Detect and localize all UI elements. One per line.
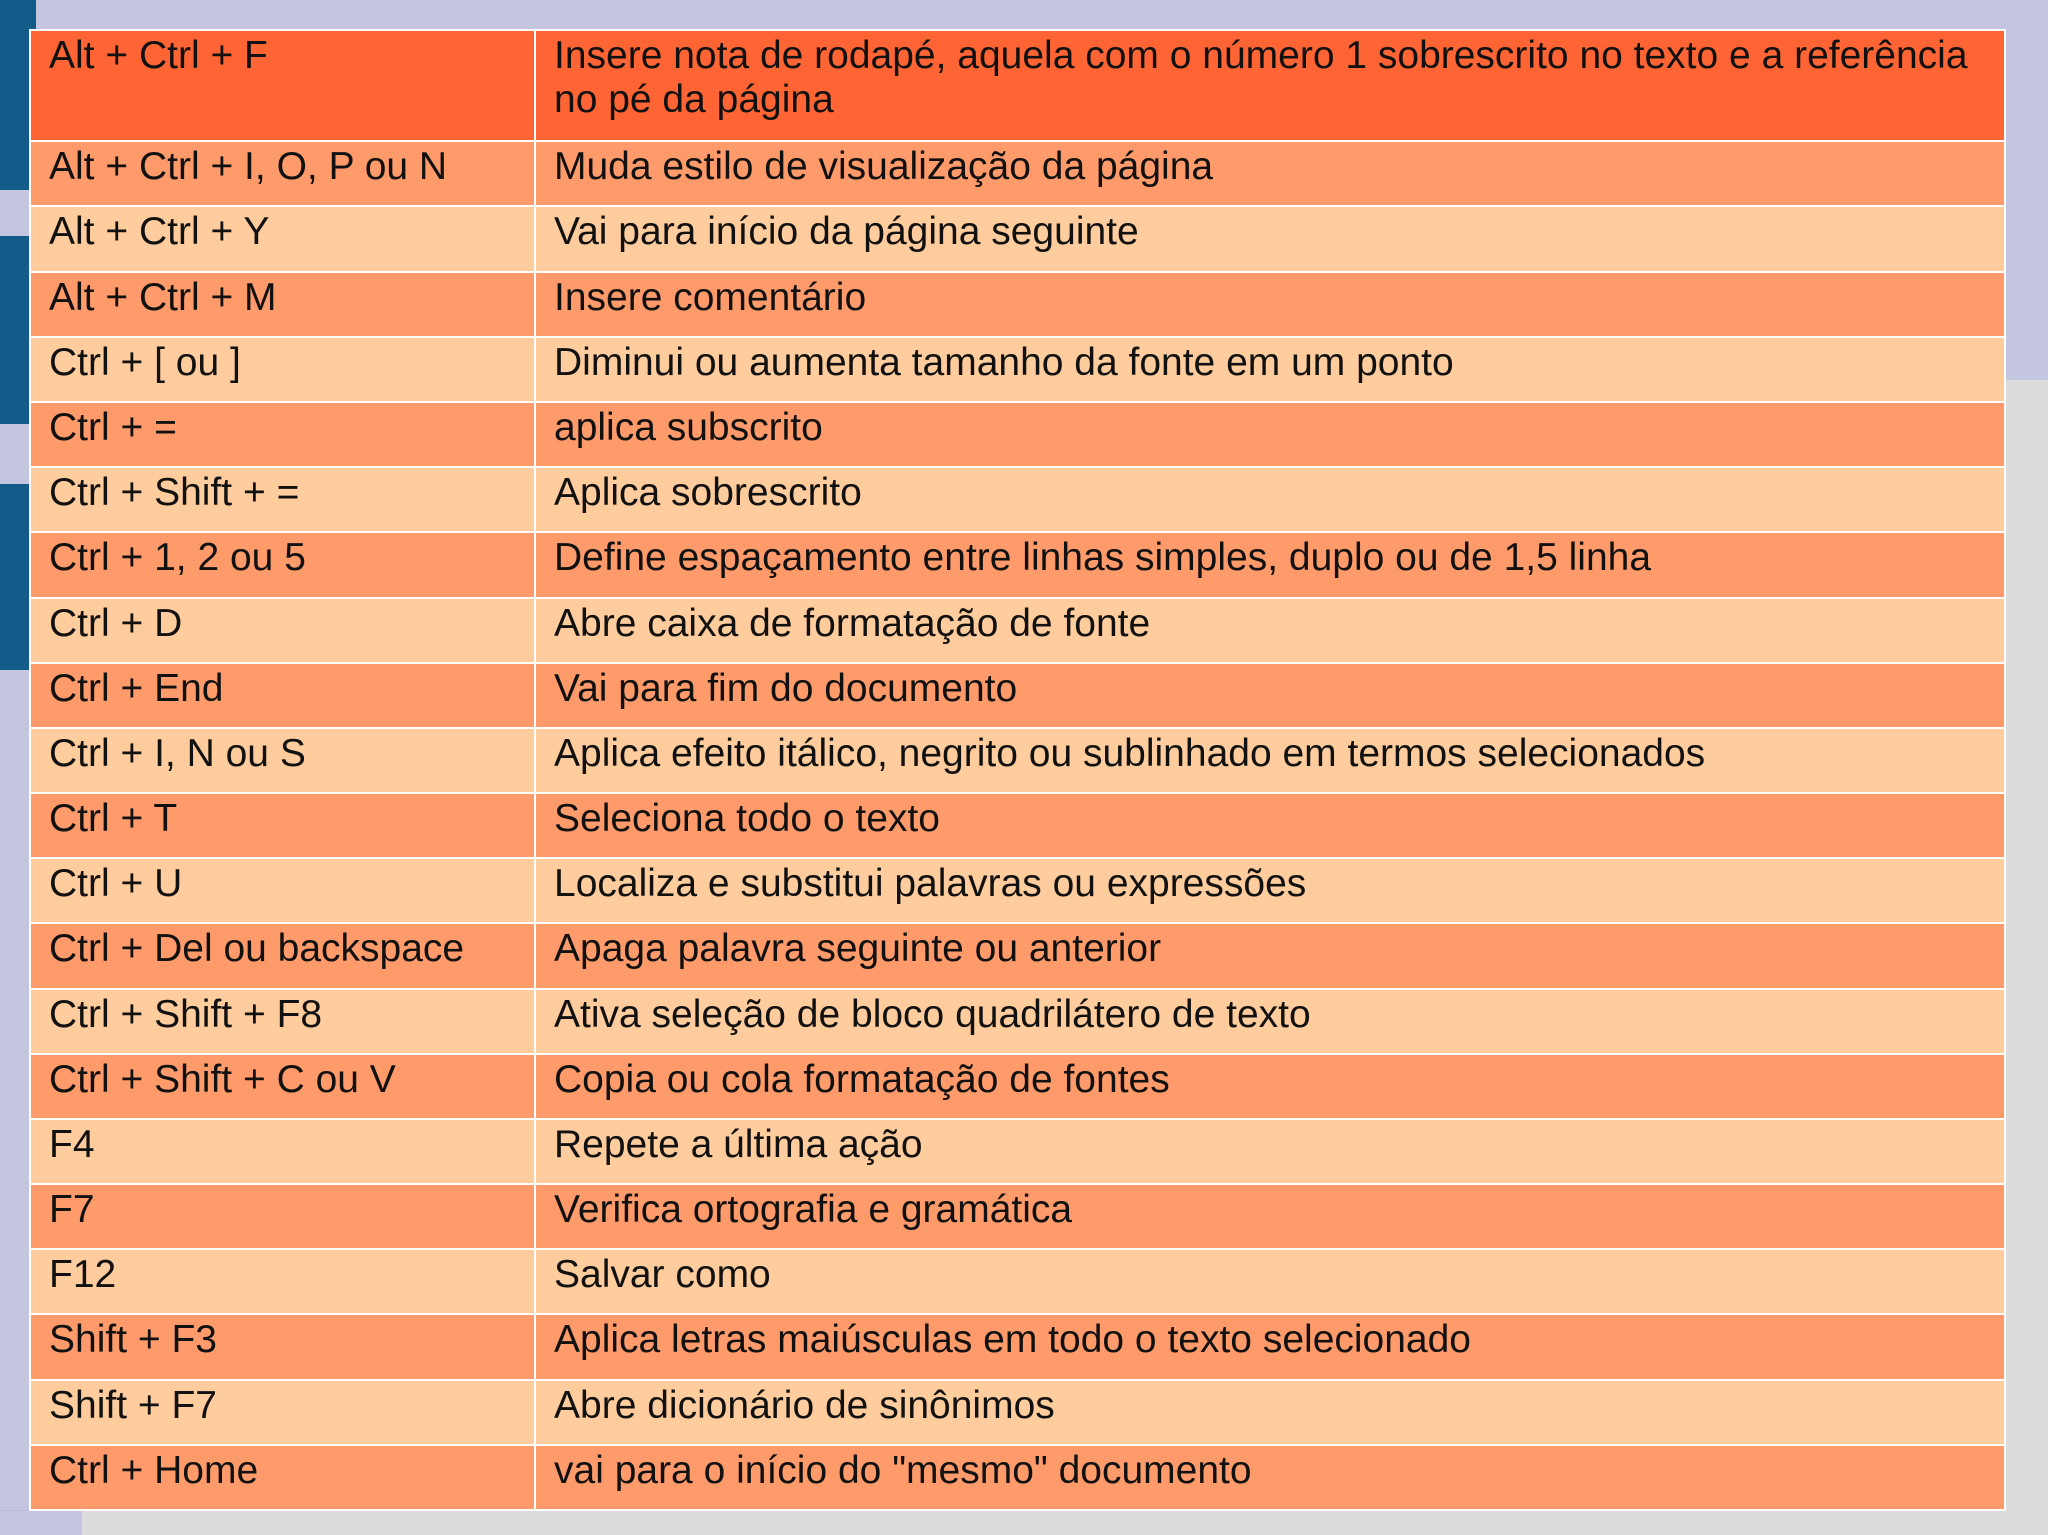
shortcut-description: Verifica ortografia e gramática — [535, 1184, 2005, 1249]
shortcut-description: Vai para início da página seguinte — [535, 206, 2005, 271]
table-row — [30, 467, 2005, 532]
shortcut-keys: Ctrl + D — [30, 598, 535, 663]
background-right-band — [2004, 30, 2048, 380]
background-right-gray — [2004, 380, 2048, 1535]
shortcut-description: Copia ou cola formatação de fontes — [535, 1054, 2005, 1119]
shortcut-keys: Ctrl + Shift + F8 — [30, 989, 535, 1054]
shortcut-description: Seleciona todo o texto — [535, 793, 2005, 858]
table-row — [30, 272, 2005, 337]
shortcut-description: Vai para fim do documento — [535, 663, 2005, 728]
shortcut-keys: Alt + Ctrl + Y — [30, 206, 535, 271]
shortcut-description: vai para o início do "mesmo" documento — [535, 1445, 2005, 1510]
shortcut-description: Salvar como — [535, 1249, 2005, 1314]
table-row — [30, 141, 2005, 206]
shortcut-description: Insere nota de rodapé, aquela com o número 1 sobrescrito no texto e a referência no pé da página — [535, 30, 2005, 141]
table-row — [30, 30, 2005, 141]
table-row — [30, 1380, 2005, 1445]
table-row — [30, 989, 2005, 1054]
table-row — [30, 1184, 2005, 1249]
shortcut-table — [29, 29, 2006, 1511]
table-row — [30, 663, 2005, 728]
shortcut-description: Ativa seleção de bloco quadrilátero de texto — [535, 989, 2005, 1054]
shortcut-keys: Ctrl + I, N ou S — [30, 728, 535, 793]
shortcut-keys: Alt + Ctrl + F — [30, 30, 535, 141]
shortcut-keys: Ctrl + Shift + = — [30, 467, 535, 532]
table-row — [30, 206, 2005, 271]
shortcut-keys: F7 — [30, 1184, 535, 1249]
shortcut-description: Localiza e substitui palavras ou expressões — [535, 858, 2005, 923]
shortcut-keys: Ctrl + Del ou backspace — [30, 923, 535, 988]
shortcut-keys: Ctrl + [ ou ] — [30, 337, 535, 402]
shortcut-description: Insere comentário — [535, 272, 2005, 337]
shortcut-keys: Alt + Ctrl + M — [30, 272, 535, 337]
shortcut-keys: Shift + F7 — [30, 1380, 535, 1445]
shortcut-keys: Ctrl + = — [30, 402, 535, 467]
shortcut-description: Aplica efeito itálico, negrito ou sublinhado em termos selecionados — [535, 728, 2005, 793]
table-row — [30, 1119, 2005, 1184]
shortcut-keys: Ctrl + Home — [30, 1445, 535, 1510]
shortcut-description: Abre dicionário de sinônimos — [535, 1380, 2005, 1445]
shortcut-keys: Shift + F3 — [30, 1314, 535, 1379]
shortcut-keys: Ctrl + T — [30, 793, 535, 858]
shortcut-description: Define espaçamento entre linhas simples, duplo ou de 1,5 linha — [535, 532, 2005, 597]
table-row — [30, 337, 2005, 402]
table-row — [30, 858, 2005, 923]
shortcut-description: aplica subscrito — [535, 402, 2005, 467]
shortcut-description: Muda estilo de visualização da página — [535, 141, 2005, 206]
shortcut-description: Apaga palavra seguinte ou anterior — [535, 923, 2005, 988]
table-row — [30, 1249, 2005, 1314]
table-row — [30, 1445, 2005, 1510]
table-row — [30, 728, 2005, 793]
table-row — [30, 923, 2005, 988]
table-row — [30, 793, 2005, 858]
shortcut-description: Abre caixa de formatação de fonte — [535, 598, 2005, 663]
shortcut-keys: Alt + Ctrl + I, O, P ou N — [30, 141, 535, 206]
table-row — [30, 1314, 2005, 1379]
shortcut-keys: Ctrl + End — [30, 663, 535, 728]
shortcut-description: Aplica sobrescrito — [535, 467, 2005, 532]
shortcut-keys: Ctrl + Shift + C ou V — [30, 1054, 535, 1119]
background-bottom-left — [0, 1511, 82, 1535]
shortcut-description: Diminui ou aumenta tamanho da fonte em um ponto — [535, 337, 2005, 402]
table-row — [30, 598, 2005, 663]
shortcut-keys: F4 — [30, 1119, 535, 1184]
background-top-band — [0, 0, 2048, 30]
shortcut-description: Repete a última ação — [535, 1119, 2005, 1184]
shortcut-keys: Ctrl + U — [30, 858, 535, 923]
table-row — [30, 532, 2005, 597]
table-row — [30, 402, 2005, 467]
shortcut-keys: Ctrl + 1, 2 ou 5 — [30, 532, 535, 597]
shortcut-keys: F12 — [30, 1249, 535, 1314]
shortcut-description: Aplica letras maiúsculas em todo o texto selecionado — [535, 1314, 2005, 1379]
table-row — [30, 1054, 2005, 1119]
background-bottom-gray — [0, 1511, 2048, 1535]
